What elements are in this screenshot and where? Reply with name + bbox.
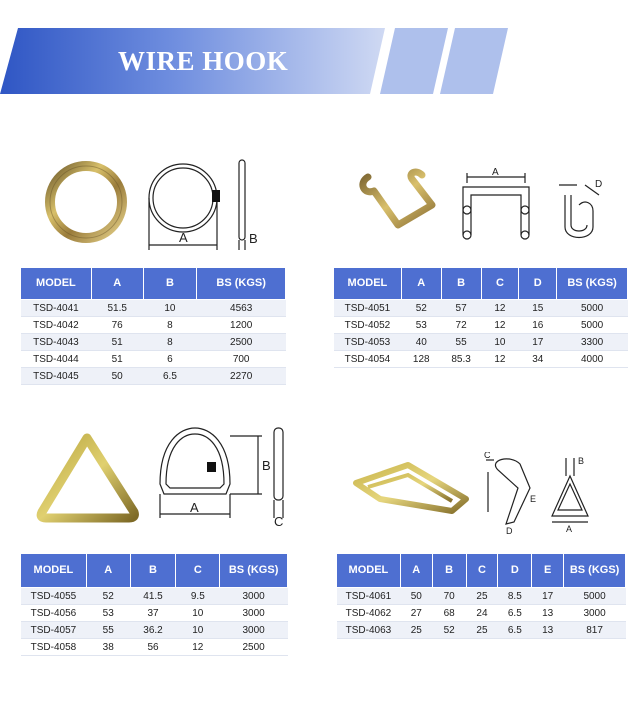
dim-c-label: C — [484, 452, 491, 460]
table-cell: 53 — [401, 317, 441, 334]
table-cell: 1200 — [197, 317, 286, 334]
table-cell: 50 — [91, 368, 143, 385]
table-cell: 3000 — [220, 605, 288, 622]
dim-b-label: B — [249, 231, 258, 246]
table-row — [334, 300, 628, 317]
table-cell: 17 — [532, 588, 564, 605]
table-cell: 12 — [481, 317, 519, 334]
table-cell: 128 — [401, 351, 441, 368]
table-cell: TSD-4058 — [21, 639, 87, 656]
table-cell: 10 — [143, 300, 197, 317]
column-header: C — [176, 554, 220, 588]
column-header: B — [441, 268, 481, 300]
dim-d-label: D — [506, 526, 513, 536]
spec-table-wire-hook — [333, 267, 628, 368]
table-cell: 52 — [432, 622, 466, 639]
table-row — [21, 605, 288, 622]
table-cell: TSD-4051 — [334, 300, 402, 317]
column-header: B — [130, 554, 176, 588]
table-cell: 40 — [401, 334, 441, 351]
table-cell: 6.5 — [143, 368, 197, 385]
table-cell: 3000 — [564, 605, 626, 622]
table-cell: 3000 — [220, 622, 288, 639]
table-cell: 51 — [91, 334, 143, 351]
table-row — [21, 639, 288, 656]
table-row — [21, 588, 288, 605]
dim-c-label: C — [274, 514, 284, 527]
column-header: BS (KGS) — [564, 554, 626, 588]
column-header: C — [481, 268, 519, 300]
table-cell: 3000 — [220, 588, 288, 605]
table-cell: 38 — [86, 639, 130, 656]
table-cell: 2270 — [197, 368, 286, 385]
table-row — [337, 622, 626, 639]
table-cell: 6 — [143, 351, 197, 368]
table-cell: TSD-4042 — [21, 317, 92, 334]
table-cell: 12 — [176, 639, 220, 656]
table-cell: 50 — [400, 588, 432, 605]
table-cell: 25 — [466, 588, 498, 605]
table-cell: 56 — [130, 639, 176, 656]
column-header: A — [91, 268, 143, 300]
ring-photo — [36, 152, 136, 252]
table-cell: 76 — [91, 317, 143, 334]
table-cell: 700 — [197, 351, 286, 368]
table-row — [337, 605, 626, 622]
table-cell: 5000 — [557, 300, 628, 317]
table-cell: 52 — [401, 300, 441, 317]
table-row — [334, 317, 628, 334]
column-header: MODEL — [337, 554, 401, 588]
table-cell: 34 — [519, 351, 557, 368]
table-cell: 15 — [519, 300, 557, 317]
table-cell: 72 — [441, 317, 481, 334]
table-row — [21, 317, 286, 334]
table-row — [21, 368, 286, 385]
column-header: E — [532, 554, 564, 588]
wire-hook-photo — [350, 165, 450, 245]
column-header: MODEL — [334, 268, 402, 300]
column-header: B — [143, 268, 197, 300]
table-cell: TSD-4041 — [21, 300, 92, 317]
table-cell: 53 — [86, 605, 130, 622]
dim-b-label: B — [262, 458, 271, 473]
table-cell: 8 — [143, 317, 197, 334]
table-cell: 27 — [400, 605, 432, 622]
table-cell: 55 — [86, 622, 130, 639]
table-cell: TSD-4052 — [334, 317, 402, 334]
dim-a-label: A — [492, 167, 499, 178]
dim-d-label: D — [595, 179, 603, 190]
table-cell: 16 — [519, 317, 557, 334]
table-cell: 13 — [532, 622, 564, 639]
table-cell: 2500 — [220, 639, 288, 656]
column-header: B — [432, 554, 466, 588]
table-cell: 55 — [441, 334, 481, 351]
table-cell: 51 — [91, 351, 143, 368]
table-cell: 8 — [143, 334, 197, 351]
column-header: A — [400, 554, 432, 588]
column-header: MODEL — [21, 554, 87, 588]
spec-table-ring — [20, 267, 286, 385]
table-row — [21, 300, 286, 317]
column-header: C — [466, 554, 498, 588]
header-banner — [0, 28, 640, 94]
spec-table-delta-ring — [20, 553, 288, 656]
table-cell: 70 — [432, 588, 466, 605]
table-cell: 17 — [519, 334, 557, 351]
table-cell: 9.5 — [176, 588, 220, 605]
table-cell: 13 — [532, 605, 564, 622]
column-header: A — [86, 554, 130, 588]
table-cell: 57 — [441, 300, 481, 317]
spec-table-triangle-hook — [336, 553, 626, 639]
table-cell: TSD-4053 — [334, 334, 402, 351]
column-header: BS (KGS) — [197, 268, 286, 300]
table-cell: 4000 — [557, 351, 628, 368]
triangle-hook-photo — [348, 455, 473, 525]
dim-a-label: A — [190, 500, 199, 515]
column-header: BS (KGS) — [220, 554, 288, 588]
dim-b-label: B — [578, 456, 585, 466]
page-title: WIRE HOOK — [118, 46, 289, 76]
table-cell: TSD-4045 — [21, 368, 92, 385]
table-row — [21, 351, 286, 368]
table-cell: 8.5 — [498, 588, 532, 605]
ring-drawing — [145, 150, 275, 260]
table-cell: TSD-4055 — [21, 588, 87, 605]
table-cell: 41.5 — [130, 588, 176, 605]
delta-ring-drawing — [150, 422, 295, 527]
table-cell: TSD-4057 — [21, 622, 87, 639]
table-cell: 12 — [481, 351, 519, 368]
table-cell: 52 — [86, 588, 130, 605]
table-cell: 5000 — [557, 317, 628, 334]
dim-a-label: A — [566, 524, 573, 534]
table-cell: TSD-4056 — [21, 605, 87, 622]
table-cell: 6.5 — [498, 622, 532, 639]
table-row — [334, 351, 628, 368]
table-cell: TSD-4063 — [337, 622, 401, 639]
table-cell: 4563 — [197, 300, 286, 317]
table-cell: 37 — [130, 605, 176, 622]
table-cell: TSD-4054 — [334, 351, 402, 368]
table-cell: TSD-4062 — [337, 605, 401, 622]
table-row — [334, 334, 628, 351]
table-cell: 12 — [481, 300, 519, 317]
delta-ring-photo — [30, 428, 145, 528]
column-header: BS (KGS) — [557, 268, 628, 300]
table-cell: 6.5 — [498, 605, 532, 622]
table-cell: 10 — [481, 334, 519, 351]
table-cell: 24 — [466, 605, 498, 622]
column-header: D — [519, 268, 557, 300]
table-cell: 25 — [400, 622, 432, 639]
wire-hook-drawing — [455, 165, 605, 250]
triangle-hook-drawing — [480, 452, 610, 537]
table-cell: TSD-4061 — [337, 588, 401, 605]
table-cell: 5000 — [564, 588, 626, 605]
table-cell: TSD-4044 — [21, 351, 92, 368]
table-cell: 36.2 — [130, 622, 176, 639]
column-header: A — [401, 268, 441, 300]
table-cell: 10 — [176, 605, 220, 622]
table-row — [337, 588, 626, 605]
table-cell: TSD-4043 — [21, 334, 92, 351]
table-cell: 817 — [564, 622, 626, 639]
table-cell: 85.3 — [441, 351, 481, 368]
table-row — [21, 622, 288, 639]
table-row — [21, 334, 286, 351]
table-cell: 51.5 — [91, 300, 143, 317]
table-cell: 25 — [466, 622, 498, 639]
table-cell: 68 — [432, 605, 466, 622]
table-cell: 2500 — [197, 334, 286, 351]
table-cell: 10 — [176, 622, 220, 639]
table-cell: 3300 — [557, 334, 628, 351]
column-header: MODEL — [21, 268, 92, 300]
dim-e-label: E — [530, 494, 537, 504]
dim-a-label: A — [179, 230, 188, 245]
column-header: D — [498, 554, 532, 588]
